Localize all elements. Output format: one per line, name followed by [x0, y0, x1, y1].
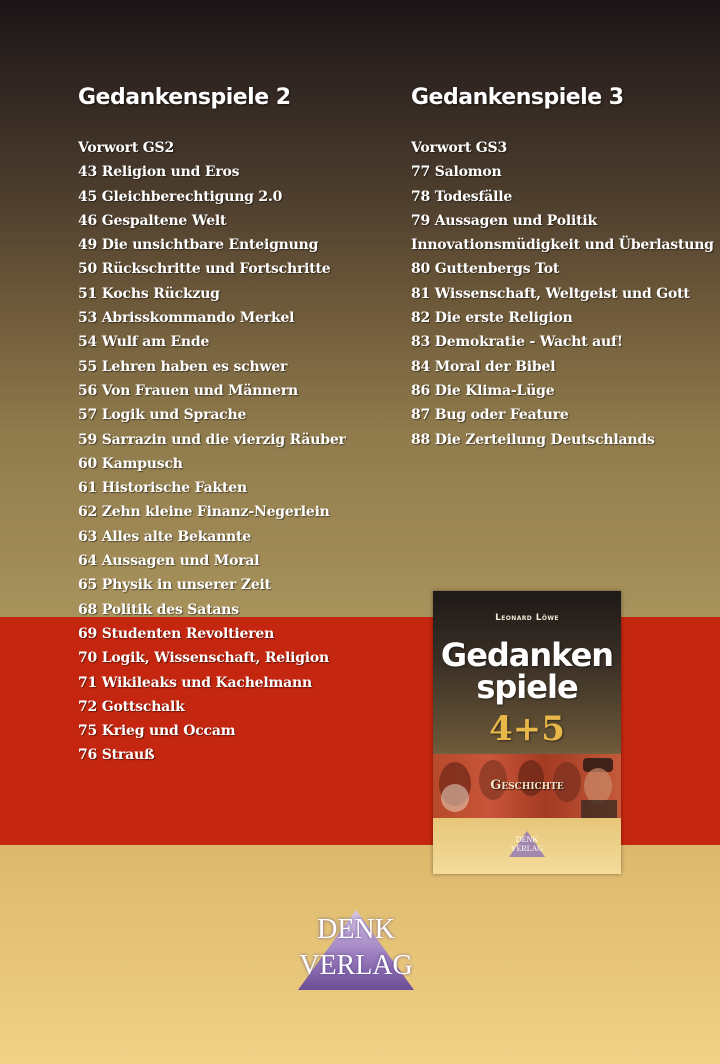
list-item: 51 Kochs Rückzug [78, 285, 220, 302]
list-item: 56 Von Frauen und Männern [78, 382, 299, 399]
list-item: 61 Historische Fakten [78, 480, 247, 497]
list-item: 70 Logik, Wissenschaft, Religion [78, 650, 330, 667]
list-item: 80 Guttenbergs Tot [411, 261, 560, 278]
mini-logo-line1: DENK [515, 835, 539, 844]
contents-list-gs3 [411, 136, 716, 452]
list-item: 82 Die erste Religion [411, 310, 573, 327]
list-item: 69 Studenten Revoltieren [78, 625, 275, 642]
book-author: Leonard Löwe [495, 613, 559, 623]
list-item: 59 Sarrazin und die vierzig Räuber [78, 431, 346, 448]
list-item: 63 Alles alte Bekannte [78, 528, 251, 545]
list-item: 65 Physik in unserer Zeit [78, 577, 271, 594]
list-item: 49 Die unsichtbare Enteignung [78, 237, 319, 254]
list-item: 76 Strauß [78, 747, 155, 764]
list-item: Vorwort GS3 [411, 140, 508, 156]
list-item: 54 Wulf am Ende [78, 334, 210, 351]
contents-column-gs3 [411, 82, 716, 452]
list-item: 64 Aussagen und Moral [78, 553, 260, 570]
list-item: 79 Aussagen und Politik [411, 212, 598, 229]
list-item: 62 Zehn kleine Finanz-Negerlein [78, 504, 330, 521]
list-item: Innovationsmüdigkeit und Überlastung [411, 237, 714, 254]
list-item: 50 Rückschritte und Fortschritte [78, 261, 331, 278]
list-item: 71 Wikileaks und Kachelmann [78, 674, 312, 691]
list-item: 46 Gespaltene Welt [78, 212, 227, 229]
column-heading-gs2: Gedankenspiele 2 [78, 85, 291, 110]
list-item: 68 Politik des Satans [78, 601, 239, 618]
list-item: 77 Salomon [411, 164, 502, 181]
list-item: 88 Die Zerteilung Deutschlands [411, 431, 655, 448]
list-item: 84 Moral der Bibel [411, 358, 556, 375]
mini-logo-line2: VERLAG [510, 844, 544, 853]
logo-text-line1: DENK [317, 914, 395, 945]
list-item: 78 Todesfälle [411, 188, 513, 205]
list-item: 75 Krieg und Occam [78, 723, 236, 740]
list-item: 72 Gottschalk [78, 698, 185, 715]
book-title-line2: spiele [476, 668, 578, 706]
list-item: 53 Abrisskommando Merkel [78, 310, 295, 327]
mini-triangle-icon [507, 829, 547, 859]
list-item: 83 Demokratie - Wacht auf! [411, 334, 623, 351]
contents-column-gs2 [78, 82, 398, 768]
contents-list-gs2 [78, 136, 398, 768]
column-heading-gs3: Gedankenspiele 3 [411, 85, 624, 110]
book-cover-image [433, 591, 621, 874]
book-subtitle: Geschichte [490, 778, 564, 793]
denk-verlag-logo [294, 908, 418, 996]
list-item: 86 Die Klima-Lüge [411, 382, 555, 399]
list-item: 87 Bug oder Feature [411, 407, 569, 424]
logo-text-line2: VERLAG [299, 950, 413, 981]
list-item: 45 Gleichberechtigung 2.0 [78, 188, 283, 205]
list-item: 81 Wissenschaft, Weltgeist und Gott [411, 285, 690, 302]
list-item: 43 Religion und Eros [78, 164, 240, 181]
book-volume: 4+5 [489, 709, 565, 749]
list-item: 57 Logik und Sprache [78, 407, 247, 424]
list-item: 60 Kampusch [78, 455, 183, 472]
list-item: Vorwort GS2 [78, 140, 175, 156]
book-title [433, 636, 621, 706]
book-publisher-logo [507, 829, 547, 859]
book-title-line1: Gedanken [440, 636, 614, 674]
list-item: 55 Lehren haben es schwer [78, 358, 288, 375]
